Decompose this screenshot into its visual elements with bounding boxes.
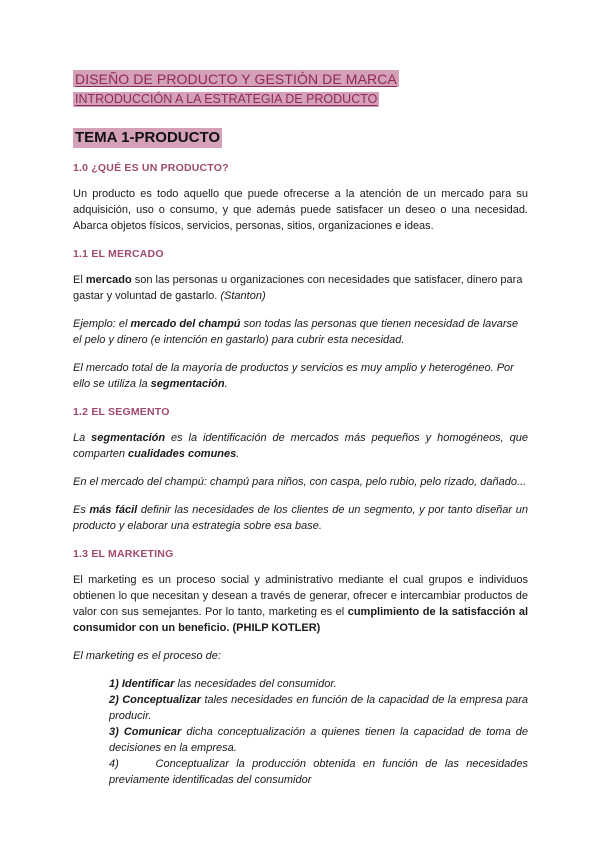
tema-heading: TEMA 1-PRODUCTO [75,129,221,146]
list-item: 4) Conceptualizar la producción obtenida en función de las necesidades previamente identificadas del consumidor [109,758,528,786]
list-item: 1) Identificar las necesidades del consumidor. [109,678,337,690]
bold-term-mas-facil: más fácil [89,504,138,516]
list-item: 2) Conceptualizar tales necesidades en función de la capacidad de la empresa para producir. [109,694,529,722]
section-heading-mercado: 1.1 EL MERCADO [73,248,164,260]
document-title: DISEÑO DE PRODUCTO Y GESTIÓN DE MARCA [75,71,397,87]
bold-term-cumplimiento: cumplimiento de la satisfacción al consumidor con un beneficio. (PHILP KOTLER) [73,606,529,634]
bold-term-segmentacion: segmentación [150,378,225,390]
paragraph-segmento-facil: Es más fácil definir las necesidades de los clientes de un segmento, y por tanto diseñar un producto y elaborar una estrategia sobre esa base. [73,504,528,532]
citation-stanton: (Stanton) [220,290,266,302]
bold-term-mercado: mercado [85,274,132,286]
bold-term-mercado-champu: mercado del champú [130,318,241,330]
document-subtitle: INTRODUCCIÓN A LA ESTRATEGIA DE PRODUCTO [75,92,378,106]
section-heading-marketing: 1.3 EL MARKETING [73,548,174,560]
list-item: 3) Comunicar dicha conceptualización a quienes tienen la capacidad de toma de decisiones en la empresa. [109,726,529,754]
paragraph-segmento-ejemplo: En el mercado del champú: champú para niños, con caspa, pelo rubio, pelo rizado, dañado... [73,476,527,488]
paragraph-mercado-definicion: El mercado son las personas u organizaciones con necesidades que satisfacer, dinero para gastar y voluntad de gastarlo. (Stanton) [73,274,523,302]
paragraph-marketing-proceso: El marketing es el proceso de: [73,650,221,662]
document-header [73,70,528,148]
paragraph-marketing-definicion: El marketing es un proceso social y administrativo mediante el cual grupos e individuos obtienen lo que necesitan y desean a través de generar, ofrecer e intercambiar productos de valor con sus semejantes. Por lo tanto, marketing es el cumplimiento de la satisfacción al consumidor con un beneficio. (PHILP KOTLER) [73,574,529,634]
bold-term-cualidades: cualidades comunes [128,448,237,460]
section-heading-producto: 1.0 ¿QUÉ ES UN PRODUCTO? [73,162,229,174]
section-heading-segmento: 1.2 EL SEGMENTO [73,406,170,418]
bold-term-segmentacion-2: segmentación [91,432,166,444]
marketing-steps-list [73,676,528,788]
paragraph-mercado-ejemplo: Ejemplo: el mercado del champú son todas las personas que tienen necesidad de lavarse el pelo y dinero (e intención en gastarlo) para cubrir esta necesidad. [73,318,519,346]
paragraph-producto: Un producto es todo aquello que puede ofrecerse a la atención de un mercado para su adquisición, uso o consumo, y que además puede satisfacer un deseo o una necesidad. Abarca objetos físicos, servicios, personas, sitios, organizaciones e ideas. [73,188,528,232]
paragraph-mercado-total: El mercado total de la mayoría de productos y servicios es muy amplio y heterogéneo. Por ello se utiliza la segmentación. [73,362,514,390]
paragraph-segmentacion: La segmentación es la identificación de mercados más pequeños y homogéneos, que comparten cualidades comunes. [73,432,528,460]
